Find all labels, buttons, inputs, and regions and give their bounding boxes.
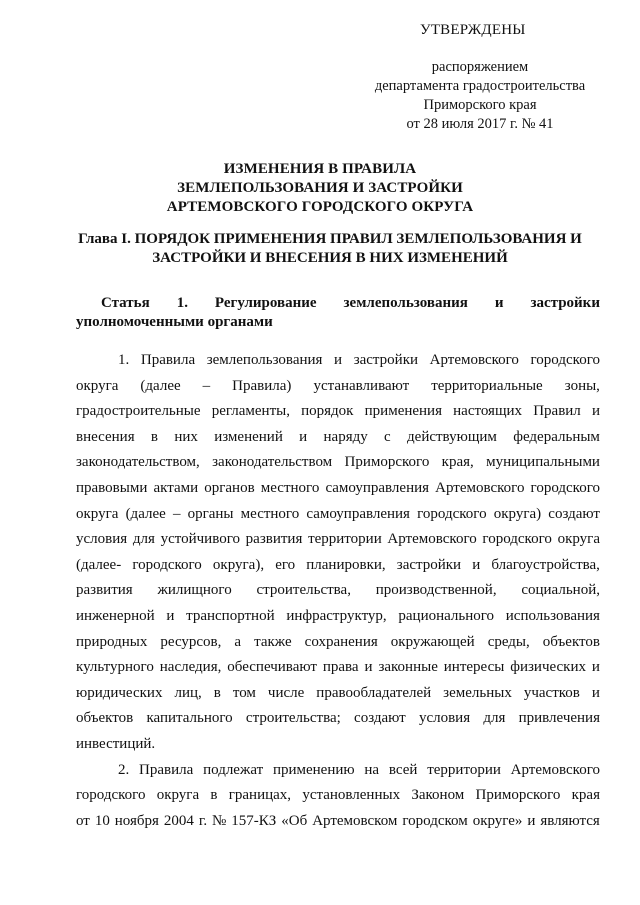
text-word: регламенты, xyxy=(211,403,290,420)
text-word: округа xyxy=(76,377,119,394)
text-line xyxy=(76,758,600,784)
text-word: участков xyxy=(523,684,580,701)
text-word: и xyxy=(472,556,481,573)
text-word: для xyxy=(132,531,155,548)
text-word: являются xyxy=(540,812,600,829)
text-line xyxy=(76,630,600,656)
text-word: территории xyxy=(427,761,501,778)
text-word: числе xyxy=(267,684,305,701)
text-line xyxy=(76,655,600,681)
document-title-line: ЗЕМЛЕПОЛЬЗОВАНИЯ И ЗАСТРОЙКИ xyxy=(177,180,463,196)
text-word: городского xyxy=(530,352,600,368)
approval-line: распоряжением xyxy=(431,59,529,75)
text-word: органы xyxy=(187,505,234,522)
text-word: инвестиций. xyxy=(76,735,156,752)
text-word: создают xyxy=(354,710,406,727)
text-word: объектов xyxy=(76,710,134,727)
text-word: изменений xyxy=(214,428,283,445)
text-word: применения xyxy=(364,403,442,420)
text-word: землепользования xyxy=(206,352,323,368)
paragraph xyxy=(76,758,600,835)
text-word: подлежат xyxy=(203,761,264,778)
text-word: законодательством, xyxy=(76,454,200,471)
text-word: – xyxy=(202,377,211,394)
text-word: окружающей xyxy=(390,633,475,650)
text-line xyxy=(76,399,600,425)
text-word: Правил xyxy=(533,403,581,420)
text-word: строительства, xyxy=(256,582,351,599)
text-word: и xyxy=(591,659,600,676)
text-word: 2. xyxy=(118,761,130,778)
text-word: зоны, xyxy=(564,377,600,394)
text-word: рационального xyxy=(398,607,495,624)
text-word: (далее xyxy=(140,377,181,394)
text-word: (далее- xyxy=(76,556,122,573)
text-word: ресурсов, xyxy=(160,633,222,650)
text-word: края, xyxy=(441,454,474,471)
text-word: городского xyxy=(417,505,487,522)
text-word: природных xyxy=(76,633,148,650)
text-word: (далее xyxy=(125,505,166,522)
text-word: них xyxy=(174,428,198,445)
text-word: установленных xyxy=(302,787,401,804)
text-word: транспортной xyxy=(186,607,275,624)
text-word: Приморского xyxy=(475,787,561,804)
text-word: Артемовском xyxy=(312,812,398,829)
text-word: развития xyxy=(76,582,133,599)
body-text xyxy=(76,348,600,834)
text-word: земельных xyxy=(443,684,512,701)
text-line xyxy=(76,706,600,732)
text-word: с xyxy=(384,428,391,445)
text-word: действующим xyxy=(407,428,497,445)
text-word: самоуправления xyxy=(325,479,430,496)
chapter-heading xyxy=(60,230,600,268)
text-word: права xyxy=(322,659,359,676)
text-word: 2004 xyxy=(163,812,194,829)
text-word: и xyxy=(299,428,308,445)
text-word: Приморского xyxy=(344,454,430,471)
text-word: округа xyxy=(76,505,119,522)
text-word: условия xyxy=(76,531,128,548)
approval-title: УТВЕРЖДЕНЫ xyxy=(420,22,526,38)
text-word: городского xyxy=(530,479,600,496)
approval-line: от 28 июля 2017 г. № 41 xyxy=(406,116,554,132)
text-line xyxy=(76,502,600,528)
text-word: его xyxy=(275,556,296,573)
text-word: условия xyxy=(418,710,471,727)
text-word: планировки, xyxy=(306,556,386,573)
article-heading-word: Регулирование xyxy=(214,295,317,311)
text-word: городского xyxy=(482,531,552,548)
text-word: обеспечивают xyxy=(227,659,317,676)
article-heading-word: землепользования xyxy=(343,295,468,311)
article-heading xyxy=(76,294,600,332)
text-word: том xyxy=(232,684,256,701)
text-word: органов xyxy=(204,479,255,496)
text-word: физических xyxy=(510,659,586,676)
text-word: застройки xyxy=(353,352,419,368)
text-word: застройки xyxy=(396,556,462,573)
text-word: лиц, xyxy=(174,684,202,701)
text-line xyxy=(76,425,600,451)
text-word: правовыми xyxy=(76,479,148,496)
text-line xyxy=(76,681,600,707)
text-word: Артемовского xyxy=(435,479,525,496)
text-line xyxy=(76,578,600,604)
text-word: наследия, xyxy=(159,659,222,676)
text-word: 1. xyxy=(118,352,130,368)
text-word: использования xyxy=(505,607,600,624)
text-word: Правила xyxy=(140,352,196,368)
text-word: и xyxy=(527,812,536,829)
approval-line: Приморского края xyxy=(423,97,537,113)
text-word: капитального xyxy=(146,710,233,727)
text-word: привлечения xyxy=(518,710,600,727)
text-line xyxy=(76,809,600,835)
text-word: в xyxy=(210,787,218,804)
text-word: устойчивого xyxy=(160,531,240,548)
text-word: 157-КЗ xyxy=(231,812,277,829)
text-word: муниципальными xyxy=(486,454,600,471)
text-word: объектов xyxy=(542,633,600,650)
text-word: и xyxy=(591,684,600,701)
text-word: юридических xyxy=(76,684,163,701)
text-word: округа xyxy=(156,787,200,804)
document-title xyxy=(0,160,640,217)
article-heading-word: Статья xyxy=(101,295,150,311)
text-word: благоустройства, xyxy=(491,556,600,573)
text-word: актами xyxy=(153,479,199,496)
text-word: строительства; xyxy=(245,710,341,727)
text-word: г. xyxy=(198,812,208,829)
text-word: округе» xyxy=(472,812,523,829)
text-word: самоуправления xyxy=(306,505,410,522)
text-word: местного xyxy=(260,479,320,496)
text-word: жилищного xyxy=(157,582,232,599)
text-word: на xyxy=(364,761,380,778)
text-word: развития xyxy=(245,531,303,548)
article-heading-line: уполномоченными органами xyxy=(76,314,273,330)
text-word: 10 xyxy=(94,812,110,829)
text-word: Артемовского xyxy=(429,352,519,368)
document-title-line: ИЗМЕНЕНИЯ В ПРАВИЛА xyxy=(223,161,417,177)
chapter-heading-line: ЗАСТРОЙКИ И ВНЕСЕНИЯ В НИХ ИЗМЕНЕНИЙ xyxy=(152,250,508,266)
text-line xyxy=(76,604,600,630)
text-word: Правила xyxy=(139,761,194,778)
text-word: № xyxy=(212,812,227,829)
text-word: от xyxy=(76,812,90,829)
text-word: в xyxy=(213,684,221,701)
text-word: интересы xyxy=(443,659,505,676)
article-heading-word: и xyxy=(494,295,504,311)
text-word: и xyxy=(334,352,343,368)
text-word: Правила) xyxy=(232,377,292,394)
text-word: и xyxy=(591,403,600,420)
text-line xyxy=(76,553,600,579)
text-word: культурного xyxy=(76,659,154,676)
text-word: устанавливают xyxy=(313,377,410,394)
article-heading-word: застройки xyxy=(530,295,600,311)
text-word: «Об xyxy=(281,812,308,829)
text-line xyxy=(76,527,600,553)
text-word: в xyxy=(150,428,158,445)
text-line xyxy=(76,732,600,758)
text-word: федеральным xyxy=(513,428,600,445)
text-word: для xyxy=(483,710,506,727)
text-line xyxy=(76,450,600,476)
text-word: сохранения xyxy=(304,633,378,650)
text-word: социальной, xyxy=(521,582,600,599)
text-word: округа) xyxy=(493,505,542,522)
text-word: а xyxy=(234,633,242,650)
text-word: округа xyxy=(557,531,600,548)
text-line xyxy=(76,476,600,502)
text-word: территории xyxy=(308,531,382,548)
text-word: местного xyxy=(240,505,300,522)
text-word: округа), xyxy=(212,556,265,573)
approval-line: департамента градостроительства xyxy=(374,78,586,94)
text-word: границах, xyxy=(228,787,292,804)
text-word: – xyxy=(172,505,181,522)
text-line xyxy=(76,783,600,809)
text-word: градостроительные xyxy=(76,403,201,420)
text-line xyxy=(76,348,600,374)
text-word: инженерной xyxy=(76,607,155,624)
text-word: среды, xyxy=(487,633,530,650)
text-word: и xyxy=(364,659,373,676)
text-word: края xyxy=(571,787,600,804)
text-word: наряду xyxy=(323,428,368,445)
article-heading-word: 1. xyxy=(176,295,188,311)
text-word: городского xyxy=(132,556,202,573)
document-title-line: АРТЕМОВСКОГО ГОРОДСКОГО ОКРУГА xyxy=(166,199,474,215)
text-word: городского xyxy=(76,787,146,804)
text-word: применению xyxy=(272,761,355,778)
text-word: городском xyxy=(402,812,468,829)
text-word: всей xyxy=(388,761,418,778)
text-word: законодательством xyxy=(212,454,333,471)
chapter-heading-line: Глава I. ПОРЯДОК ПРИМЕНЕНИЯ ПРАВИЛ ЗЕМЛЕПОЛЬЗОВАНИЯ И xyxy=(78,231,582,247)
text-word: территориальные xyxy=(431,377,543,394)
text-word: производственной, xyxy=(375,582,497,599)
text-word: Законом xyxy=(411,787,465,804)
text-word: и xyxy=(166,607,175,624)
text-word: порядок xyxy=(301,403,354,420)
text-word: создают xyxy=(548,505,600,522)
text-line xyxy=(76,374,600,400)
paragraph xyxy=(76,348,600,758)
text-word: Артемовского xyxy=(510,761,600,778)
text-word: также xyxy=(254,633,292,650)
text-word: внесения xyxy=(76,428,135,445)
article-heading-line xyxy=(76,294,600,313)
text-word: правообладателей xyxy=(316,684,432,701)
text-word: ноября xyxy=(114,812,159,829)
text-word: законные xyxy=(378,659,438,676)
approval-details xyxy=(360,58,600,134)
text-word: настоящих xyxy=(453,403,523,420)
text-word: инфраструктур, xyxy=(286,607,387,624)
text-word: Артемовского xyxy=(387,531,477,548)
